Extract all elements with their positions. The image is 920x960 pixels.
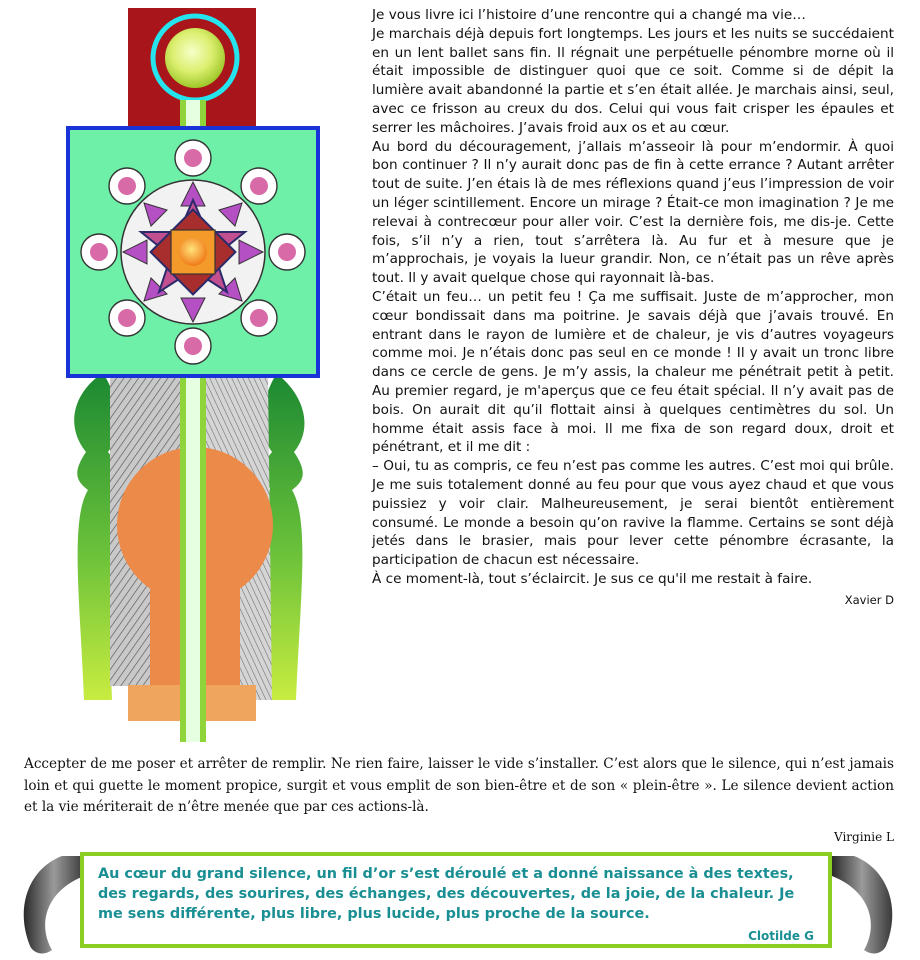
quote-text: Au cœur du grand silence, un fil d’or s’est déroulé et a donné naissance à des textes, des regards, des sourires, des échanges, des découvertes, de la joie, de la chaleur. Je me sens différente, plus libre, plus lucide, plus proche de la source.: [98, 866, 795, 922]
story-text: [372, 6, 894, 610]
quote-signature: Virginie L: [834, 829, 894, 844]
story-paragraph: Je vous livre ici l’histoire d’une rencontre qui a changé ma vie…: [372, 7, 806, 23]
decorative-totem: [0, 0, 360, 750]
quote-frame-clotilde: [80, 852, 832, 948]
story-paragraph: À ce moment-là, tout s’éclaircit. Je sus ce qu'il me restait à faire.: [372, 570, 813, 587]
horn-right-icon: [832, 856, 892, 953]
quote-text: Accepter de me poser et arrêter de remplir. Ne rien faire, laisser le vide s’installer. C’est alors que le silence, qui n’est jamais loin et qui guette le moment propice, surgit et vous emplit de son bien-être et de son « plein-être ». Le silence devient action et la vie mériterait de n’être menée que par ces actions-là.: [24, 756, 894, 815]
story-paragraph: Je marchais déjà depuis fort longtemps. Les jours et les nuits se succédaient en un lent ballet sans fin. Il régnait une perpétuelle pénombre morne où il était impossible de distinguer quoi que ce soit. Comme si de dépit la lumière avait abandonné la partie et s’en était allée. Je marchais ainsi, seul, avec ce frisson au creux du dos. Celui qui vous fait crisper les épaules et serrer les mâchoires. J’avais froid aux os et au cœur.: [372, 25, 894, 136]
story-paragraph: – Oui, tu as compris, ce feu n’est pas comme les autres. C’est moi qui brûle. Je me suis totalement donné au feu pour que vous ayez chaud et que vous puissiez y voir clair. Malheureusement, je serai bientôt entièrement consumé. Le monde a besoin qu’on ravive la flamme. Certains se sont déjà jetés dans le brasier, mais pour lever cette pénombre écrasante, la participation de chacun est nécessaire.: [372, 458, 894, 569]
story-paragraph: Au bord du découragement, j’allais m’asseoir là pour m’endormir. À quoi bon continuer ? Il n’y aurait donc pas de fin à cette errance ? Autant arrêter tout de suite. J’en étais là de mes réflexions quand j’eus l’impression de voir un léger scintillement. Encore un mirage ? Était-ce mon imagination ? Je me relevai à contrecœur pour aller voir. C’est la dernière fois, me dis-je. Cette fois, s’il n’y a rien, tout s’arrêtera là. Au fur et à mesure que je m’approchais, je voyais la lueur grandir. Non, ce n’était pas un rêve après tout. Il y avait quelque chose qui rayonnait là-bas.: [372, 138, 894, 287]
horn-left-icon: [24, 856, 84, 953]
story-signature: Xavier D: [844, 592, 894, 607]
quote-virginie: [24, 754, 894, 848]
quote-signature: Clotilde G: [748, 929, 814, 943]
mandala-icon: [68, 128, 318, 376]
sun-orb-icon: [153, 16, 237, 100]
story-paragraph: C’était un feu… un petit feu ! Ça me suffisait. Juste de m’approcher, mon cœur bondissait dans ma poitrine. Je savais déjà que j’avais trouvé. En entrant dans le rayon de lumière et de chaleur, je vis d’autres voyageurs comme moi. Je n’étais donc pas seul en ce monde ! Il y avait un tronc libre dans ce cercle de gens. Je m’y assis, la chaleur me pénétrait petit à petit. Au premier regard, je m'aperçus que ce feu était spécial. Il n’y avait pas de bois. On aurait dit qu’il flottait ainsi à quelques centimètres du sol. Un homme était assis face à moi. Il me fixa de son regard doux, droit et pénétrant, et il me dit :: [372, 288, 894, 456]
